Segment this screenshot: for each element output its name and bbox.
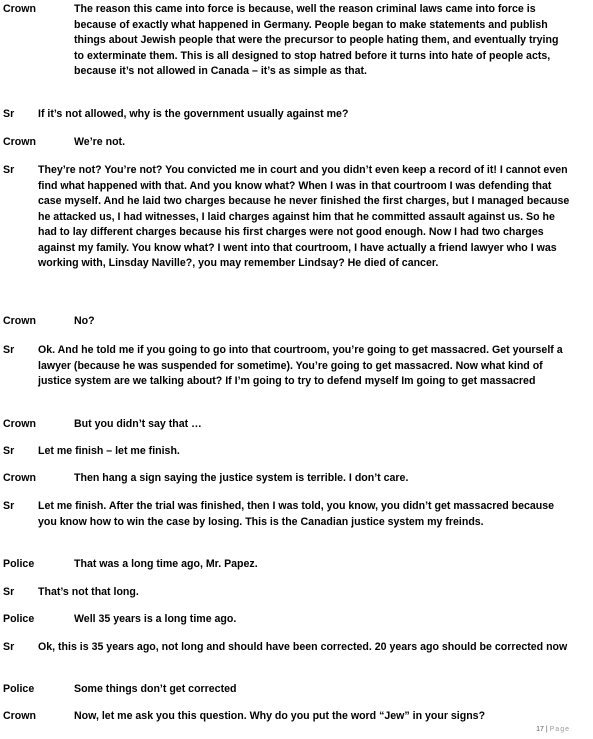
- speaker-label: Sr: [3, 641, 15, 653]
- utterance-text: Some things don’t get corrected: [74, 683, 237, 695]
- speaker-label: Police: [3, 683, 35, 695]
- utterance-text: They’re not? You’re not? You convicted me in court and you didn’t even keep a record of it! I cannot even find what happened with that. And you know what? When I was in that courtroom I was defending that case myself. And he laid two charges because he never finished the first charges, but I managed because he attacked us, I had witnesses, I laid charges against him that he committed assault against us. So he had to lay different charges because his first charges were not good enough. Now I had two charges against my family. You know what? I went into that courtroom, I have actually a friend lawyer who I was working with, Linsday Naville?, you may remember Lindsay? He died of cancer.: [38, 164, 570, 269]
- utterance-text: Now, let me ask you this question. Why do you put the word “Jew” in your signs?: [74, 710, 486, 722]
- speaker-label: Sr: [3, 445, 15, 457]
- utterance-text: Let me finish – let me finish.: [38, 445, 180, 457]
- page-label: Page: [549, 726, 570, 733]
- speaker-label: Crown: [3, 136, 36, 148]
- speaker-label: Police: [3, 613, 35, 625]
- page-number: 17: [536, 726, 544, 733]
- speaker-label: Sr: [3, 108, 15, 120]
- utterance-text: The reason this came into force is because, well the reason criminal laws came into force is because of exactly what happened in Germany. People began to make statements and publish things about Jewish people that were the precursor to people hating them, and eventually trying to exterminate them. This is all designed to stop hatred before it turns into hate of people acts, because it’s not allowed in Canada – it’s as simple as that.: [74, 3, 559, 77]
- speaker-label: Crown: [3, 418, 36, 430]
- utterance-text: But you didn’t say that …: [74, 418, 202, 430]
- page-footer: [470, 725, 570, 735]
- utterance-text: Then hang a sign saying the justice system is terrible. I don’t care.: [74, 472, 409, 484]
- utterance-text: That’s not that long.: [38, 586, 139, 598]
- utterance-text: We’re not.: [74, 136, 126, 148]
- utterance-text: Well 35 years is a long time ago.: [74, 613, 237, 625]
- utterance-text: That was a long time ago, Mr. Papez.: [74, 558, 258, 570]
- page-separator: |: [545, 726, 548, 733]
- speaker-label: Sr: [3, 164, 15, 176]
- utterance-text: Let me finish. After the trial was finished, then I was told, you know, you didn’t get massacred because you know how to win the case by losing. This is the Canadian justice system my freinds.: [38, 500, 555, 528]
- speaker-label: Crown: [3, 472, 36, 484]
- speaker-label: Crown: [3, 710, 36, 722]
- utterance-text: Ok. And he told me if you going to go into that courtroom, you’re going to get massacred. Get yourself a lawyer (because he was suspended for sometime). You’re going to get massacred. Now what kind of justice system are we talking about? If I’m going to try to defend myself Im going to get massacred: [38, 344, 563, 387]
- utterance-text: No?: [74, 315, 95, 327]
- speaker-label: Police: [3, 558, 35, 570]
- utterance-text: Ok, this is 35 years ago, not long and should have been corrected. 20 years ago should be corrected now: [38, 641, 568, 653]
- speaker-label: Sr: [3, 500, 15, 512]
- speaker-label: Sr: [3, 344, 15, 356]
- utterance-text: If it’s not allowed, why is the government usually against me?: [38, 108, 349, 120]
- speaker-label: Crown: [3, 3, 36, 15]
- speaker-label: Sr: [3, 586, 15, 598]
- speaker-label: Crown: [3, 315, 36, 327]
